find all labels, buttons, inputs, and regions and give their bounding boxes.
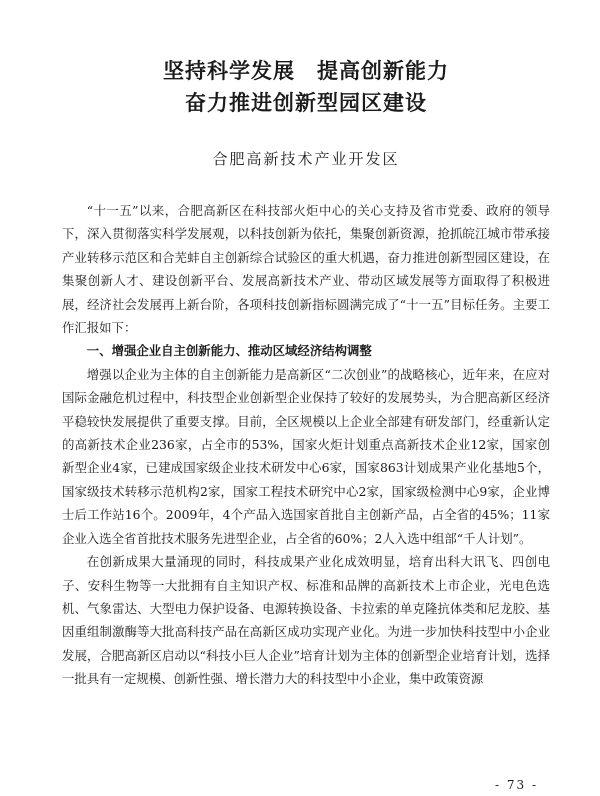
section-1-paragraph-2: 在创新成果大量涌现的同时，科技成果产业化成效明显，培育出科大讯飞、四创电子、安科生物等一大批拥有自主知识产权、标准和品牌的高新技术上市企业，光电色选机、气象雷达、大型电力保护设备、电源转换设备、卡拉索的单克隆抗体类和尼龙胶、基因重组制激酶等大批高科技产品在高新区成功实现产业化。为进一步加快科技型中小企业发展，合肥高新区启动以“科技小巨人企业”培育计划为主体的创新型企业培育计划，选择一批具有一定规模、创新性强、增长潜力大的科技型中小企业，集中政策资源 [62,554,550,687]
intro-paragraph: “十一五”以来，合肥高新区在科技部火炬中心的关心支持及省市党委、政府的领导下，深入贯彻落实科学发展观，以科技创新为依托，集聚创新资源，抢抓皖江城市带承接产业转移示范区和合芜蚌自主创新综合试验区的重大机遇，奋力推进创新型园区建设，在集聚创新人才、建设创新平台、发展高新技术产业、带动区域发展等方面取得了积极进展，经济社会发展再上新台阶，各项科技创新指标圆满完成了“十一五”目标任务。主要工作汇报如下： [62,203,550,336]
author-line: 合肥高新技术产业开发区 [212,150,400,168]
section-heading-1: 一、增强企业自主创新能力、推动区域经济结构调整 [86,343,372,359]
page-number: - 73 - [494,778,538,792]
title-line-1: 坚持科学发展 提高创新能力 [163,58,449,83]
title-line-2: 奋力推进创新型园区建设 [185,90,427,115]
section-1-paragraph-1: 增强以企业为主体的自主创新能力是高新区“二次创业”的战略核心，近年来，在应对国际金融危机过程中，科技型企业创新型企业保持了较好的发展势头，为合肥高新区经济平稳较快发展提供了重要支撑。目前，全区规模以上企业全部建有研发部门，经重新认定的高新技术企业236家，占全市的53%，国家火炬计划重点高新技术企业12家，国家创新型企业4家，已建成国家级企业技术研发中心6家，国家863计划成果产业化基地5个，国家级技术转移示范机构2家，国家工程技术研究中心2家，国家级检测中心9家，企业博士后工作站16个。2009年，4个产品入选国家首批自主创新产品，占全省的45%；11家企业入选全省首批技术服务先进型企业，占全省的60%；2人入选中组部“千人计划”。 [62,366,550,546]
